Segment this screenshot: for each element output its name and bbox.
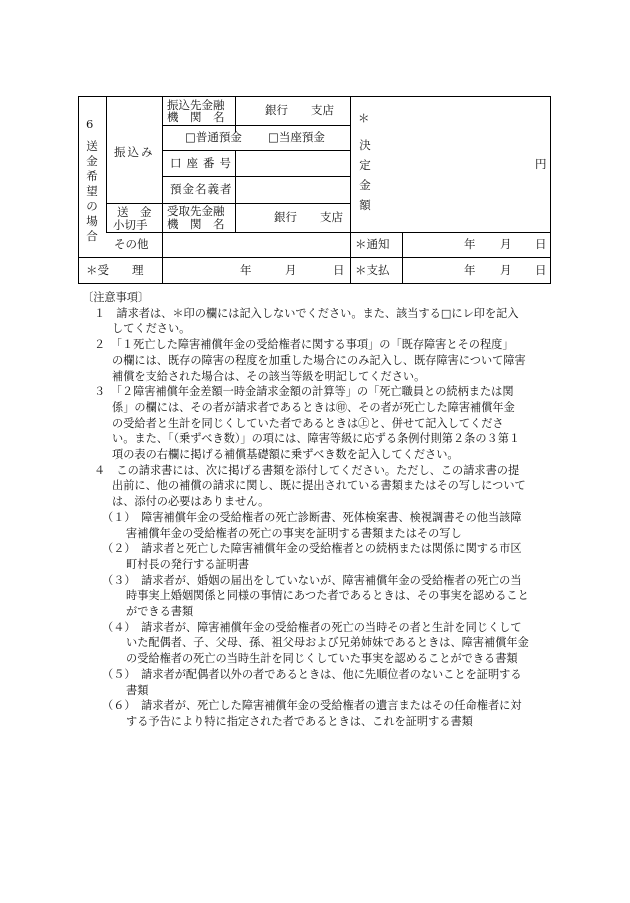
transfer-bank-label-2: 機 関 名 bbox=[167, 110, 225, 124]
yen-unit: 円 bbox=[535, 157, 547, 171]
section-number: 6 bbox=[86, 117, 94, 131]
transfer-label: 振込み bbox=[114, 145, 155, 159]
account-holder-label: 預金名義者 bbox=[170, 182, 233, 196]
other-label: その他 bbox=[114, 237, 149, 251]
account-number-label: 口座番号 bbox=[170, 156, 236, 170]
sub-5-line-2: 書類 bbox=[126, 683, 149, 697]
transfer-bank-value: 銀行 支店 bbox=[265, 103, 334, 117]
sub-1-line-2: 害補償年金の受給権者の死亡の事実を証明する書類またはその写し bbox=[126, 526, 462, 540]
remittance-label-2: 小切手 bbox=[113, 218, 148, 232]
note-3-line-3: の受給者と生計を同じくしていた者であるときは㊤と、併せて記入してくださ bbox=[112, 416, 504, 430]
remittance-label-1: 送 金 bbox=[117, 205, 152, 219]
note-3-line-1: ３ 「２障害補償年金差額一時金請求金額の計算等」の「死亡職員との続柄または関 bbox=[94, 385, 514, 399]
note-4-line-3: は、添付の必要はありません。 bbox=[112, 495, 270, 509]
notes-section bbox=[82, 290, 558, 730]
notice-label: ＊通知 bbox=[355, 237, 390, 251]
receipt-year: 年 bbox=[240, 263, 252, 277]
receive-bank-label-1: 受取先金融 bbox=[167, 204, 225, 218]
sub-5-line-1: （５） 請求者が配偶者以外の者であるときは、他に先順位者のないことを証明する bbox=[102, 667, 522, 681]
sub-3-line-2: 時事実上婚姻関係と同様の事情にあつた者であるときは、その事実を認めること bbox=[126, 589, 529, 603]
note-2-line-3: 補償を支給された場合は、その該当等級を明記してください。 bbox=[112, 369, 426, 383]
note-2-line-1: ２ 「１死亡した障害補償年金の受給権者に関する事項」の「既存障害とその程度」 bbox=[94, 338, 514, 352]
sub-4-line-3: の受給権者の死亡の当時生計を同じくしていた事実を認めることができる書類 bbox=[126, 652, 518, 666]
section-title: 送金希望の場合 bbox=[86, 139, 98, 243]
note-3-line-4: い。また、「（乗ずべき数）」の項には、障害等級に応ずる条例付則第２条の３第１ bbox=[112, 432, 521, 446]
sub-2-line-1: （２） 請求者と死亡した障害補償年金の受給権者との続柄または関係に関する市区 bbox=[102, 542, 522, 556]
receipt-label: ＊受 理 bbox=[86, 263, 144, 277]
checkbox-checking-deposit[interactable]: □当座預金 bbox=[268, 130, 325, 144]
note-4-line-2: 出前に、他の補償の請求に関し、既に提出されている書類またはその写しについて bbox=[112, 479, 526, 493]
sub-4-line-1: （４） 請求者が、障害補償年金の受給権者の死亡の当時その者と生計を同じくして bbox=[102, 620, 522, 634]
sub-1-line-1: （１） 障害補償年金の受給権者の死亡診断書、死体検案書、検視調書その他当該障 bbox=[102, 510, 522, 524]
sub-6-line-1: （６） 請求者が、死亡した障害補償年金の受給権者の遺言またはその任命権者に対 bbox=[102, 699, 522, 713]
decided-amount-star: ＊ bbox=[358, 111, 370, 125]
receipt-month: 月 bbox=[285, 263, 297, 277]
receipt-day: 日 bbox=[333, 263, 345, 277]
notice-day: 日 bbox=[535, 237, 547, 251]
payment-month: 月 bbox=[500, 263, 512, 277]
checkbox-ordinary-deposit[interactable]: □普通預金 bbox=[185, 130, 242, 144]
sub-3-line-1: （３） 請求者が、婚姻の届出をしていないが、障害補償年金の受給権者の死亡の当 bbox=[102, 573, 522, 587]
note-4-line-1: ４ この請求書には、次に掲げる書類を添付してください。ただし、この請求書の提 bbox=[94, 463, 520, 477]
note-3-line-2: 係」の欄には、その者が請求者であるときは㊞、その者が死亡した障害補償年金 bbox=[112, 400, 515, 414]
payment-label: ＊支払 bbox=[355, 263, 390, 277]
note-1-line-1: １ 請求者は、＊印の欄には記入しないでください。また、該当する□にレ印を記入 bbox=[94, 306, 519, 320]
note-3-line-5: 項の表の右欄に掲げる補償基礎額に乗ずべき数を記入してください。 bbox=[112, 448, 459, 462]
sub-2-line-2: 町村長の発行する証明書 bbox=[126, 557, 250, 571]
notes-heading: 〔注意事項〕 bbox=[82, 291, 150, 304]
transfer-bank-label-1: 振込先金融 bbox=[167, 98, 225, 112]
note-1-line-2: してください。 bbox=[112, 322, 191, 336]
decided-amount-label: 決定金額 bbox=[359, 138, 371, 212]
receive-bank-label-2: 機 関 名 bbox=[167, 217, 225, 231]
note-2-line-2: の欄には、既存の障害の程度を加重した場合にのみ記入し、既存障害について障害 bbox=[112, 353, 526, 367]
payment-year: 年 bbox=[464, 263, 476, 277]
sub-4-line-2: いた配偶者、子、父母、孫、祖父母および兄弟姉妹であるときは、障害補償年金 bbox=[126, 636, 529, 650]
sub-6-line-2: する予告により特に指定された者であるときは、これを証明する書類 bbox=[126, 714, 473, 728]
notice-month: 月 bbox=[500, 237, 512, 251]
payment-day: 日 bbox=[535, 263, 547, 277]
sub-3-line-3: ができる書類 bbox=[126, 605, 194, 619]
receive-bank-value: 銀行 支店 bbox=[274, 210, 343, 224]
notice-year: 年 bbox=[464, 237, 476, 251]
